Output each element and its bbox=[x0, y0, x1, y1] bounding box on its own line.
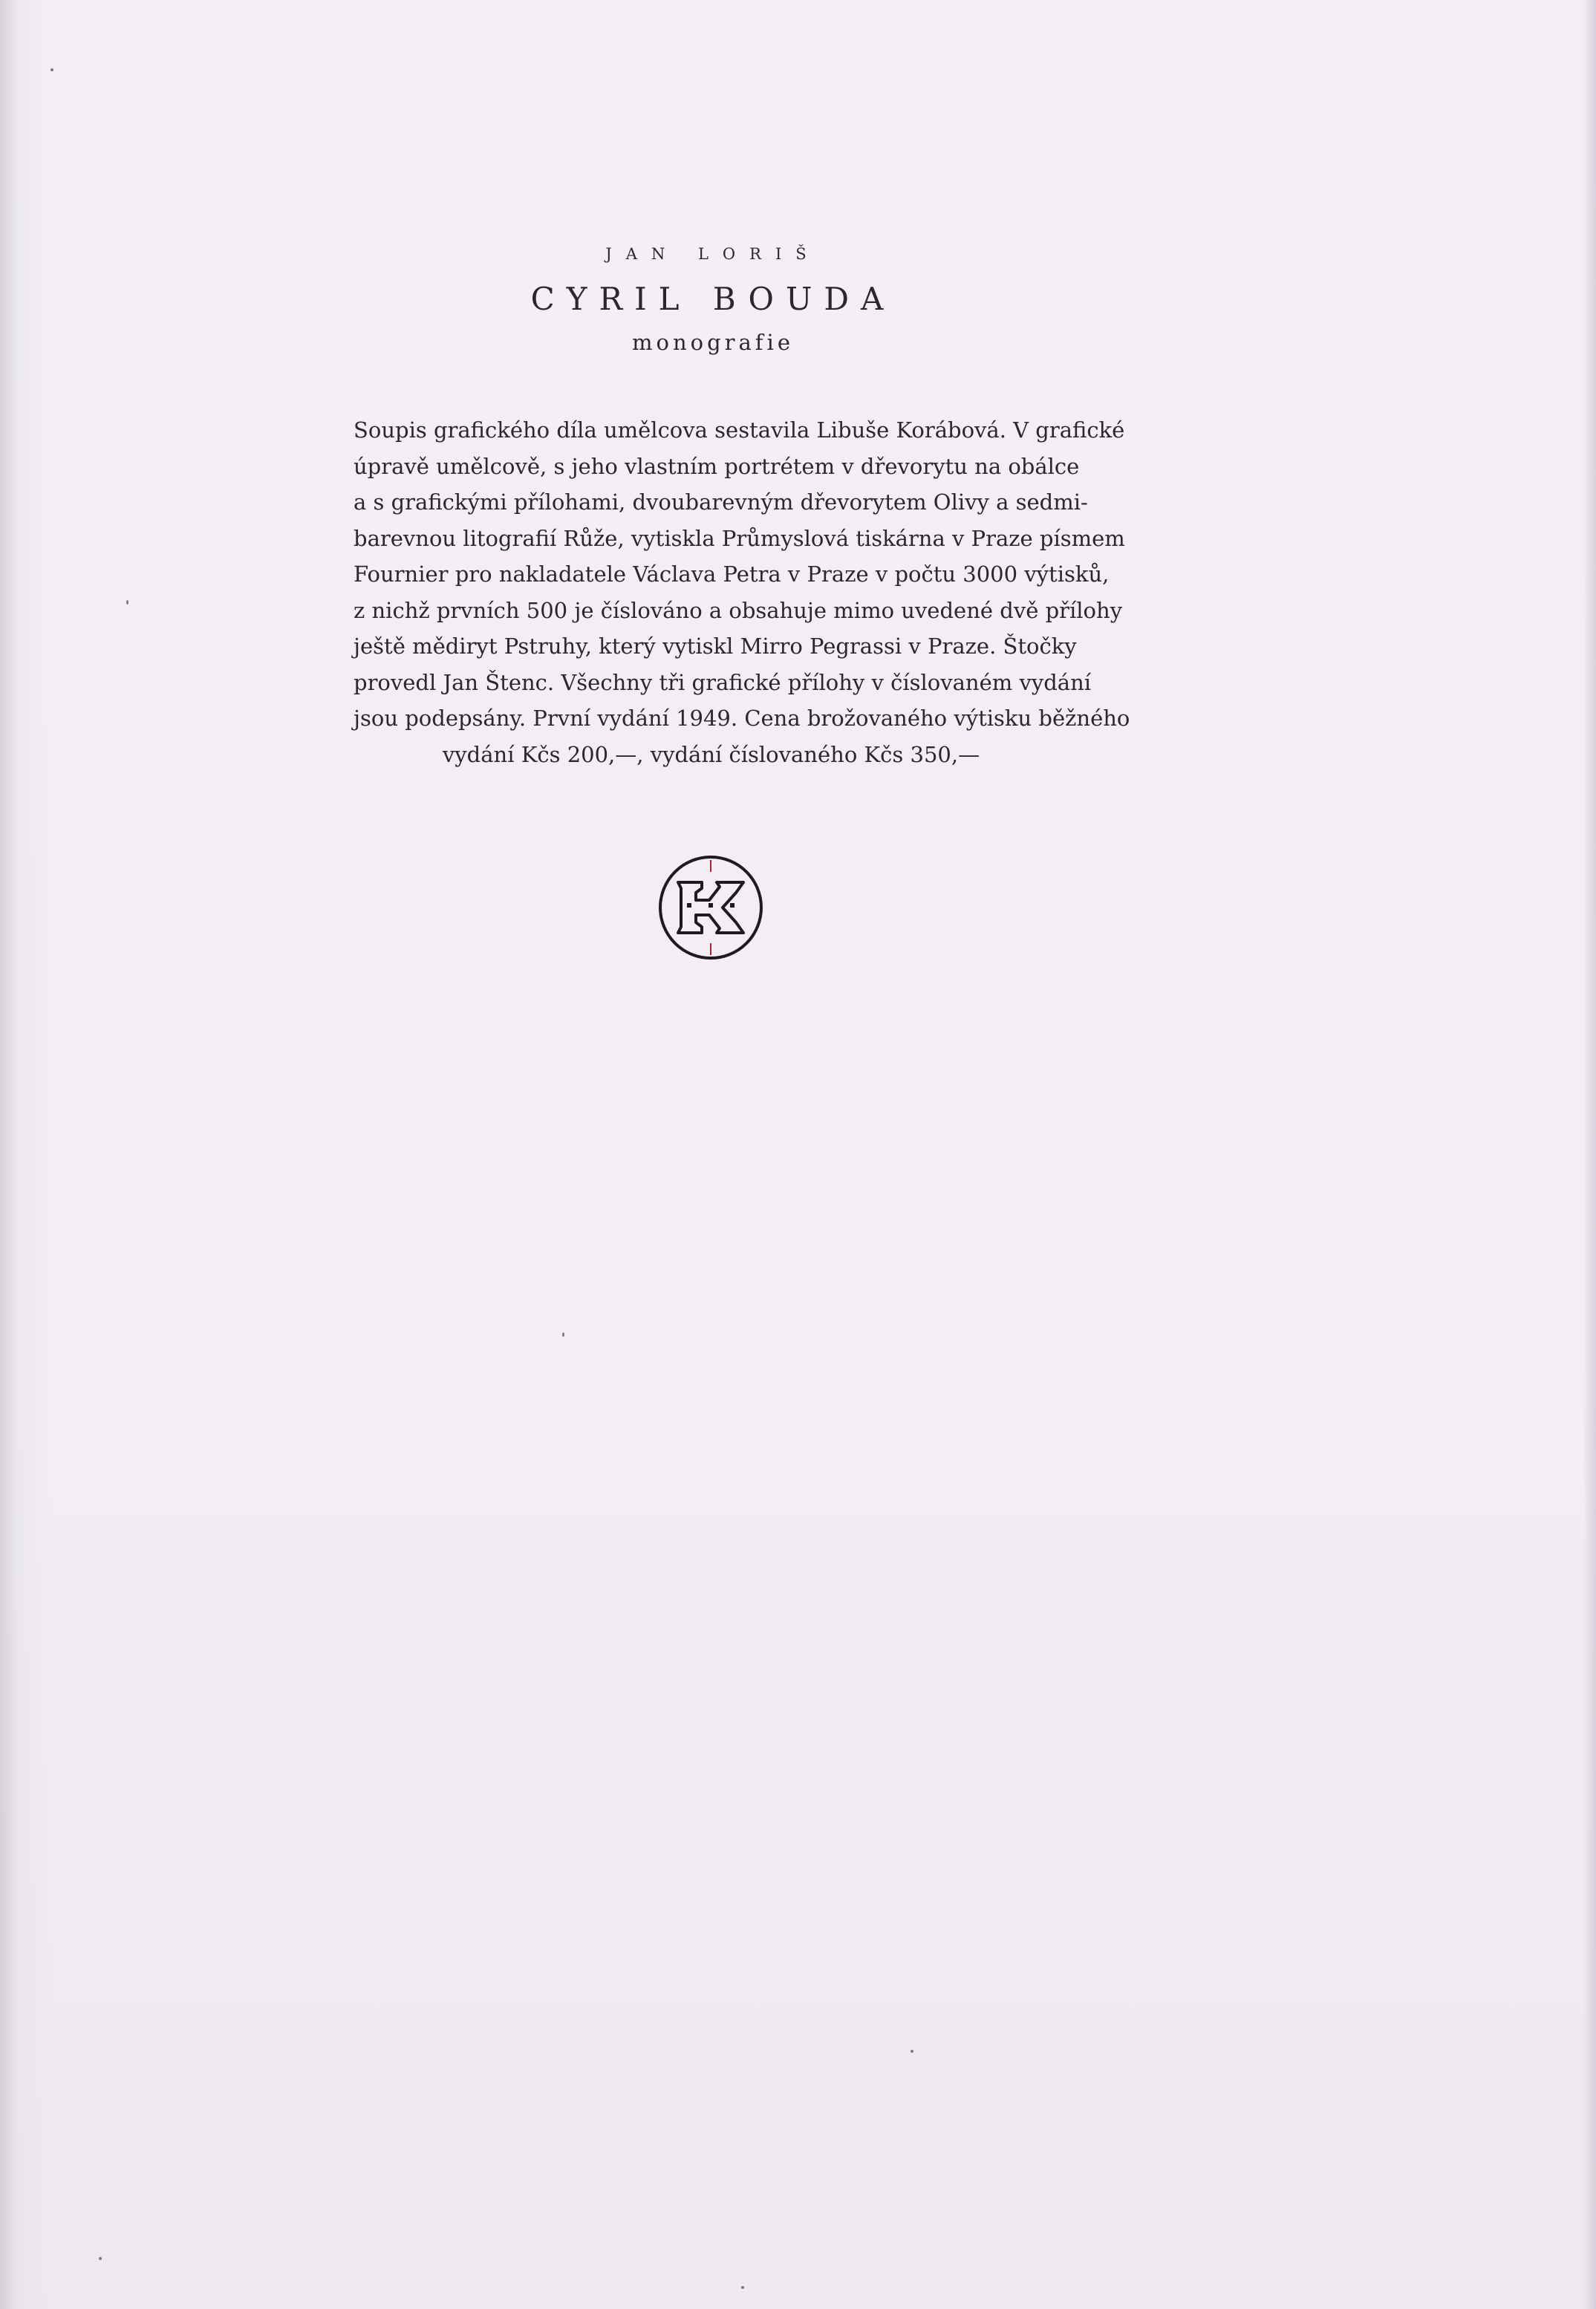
paper-speck bbox=[99, 2257, 102, 2260]
colophon-line: z nichž prvních 500 je číslováno a obsahuje mimo uvedené dvě přílohy bbox=[354, 597, 1123, 623]
colophon-line: Soupis grafického díla umělcova sestavila Libuše Korábová. V grafické bbox=[354, 417, 1125, 443]
book-title: CYRIL BOUDA bbox=[530, 281, 896, 317]
colophon-line: ještě mědiryt Pstruhy, který vytiskl Mirro Pegrassi v Praze. Štočky bbox=[354, 634, 1077, 659]
colophon-line: Fournier pro nakladatele Václava Petra v Praze v počtu 3000 výtisků, bbox=[354, 561, 1110, 587]
author-name: JAN LORIŠ bbox=[605, 245, 821, 263]
book-subtitle: monografie bbox=[632, 330, 794, 355]
paper-speck bbox=[911, 2050, 913, 2053]
colophon-line: úpravě umělcově, s jeho vlastním portrétem v dřevorytu na obálce bbox=[354, 453, 1080, 479]
paper-speck bbox=[126, 600, 128, 605]
colophon-line: provedl Jan Štenc. Všechny tři grafické přílohy v číslovaném vydání bbox=[354, 669, 1092, 695]
publisher-k-emblem-icon bbox=[657, 854, 764, 961]
page-edge-shadow bbox=[1583, 0, 1596, 2309]
colophon-line: barevnou litografií Růže, vytiskla Průmyslová tiskárna v Praze písmem bbox=[354, 525, 1125, 551]
paper-speck bbox=[562, 1332, 564, 1337]
paper-speck bbox=[741, 2286, 744, 2289]
colophon-line: a s grafickými přílohami, dvoubarevným dřevorytem Olivy a sedmi- bbox=[354, 489, 1088, 515]
colophon-line: jsou podepsány. První vydání 1949. Cena brožovaného výtisku běžného bbox=[354, 706, 1130, 731]
colophon-text bbox=[354, 412, 1130, 772]
paper-speck bbox=[51, 68, 53, 71]
colophon-line: vydání Kčs 200,—, vydání číslovaného Kčs 350,— bbox=[442, 741, 980, 767]
